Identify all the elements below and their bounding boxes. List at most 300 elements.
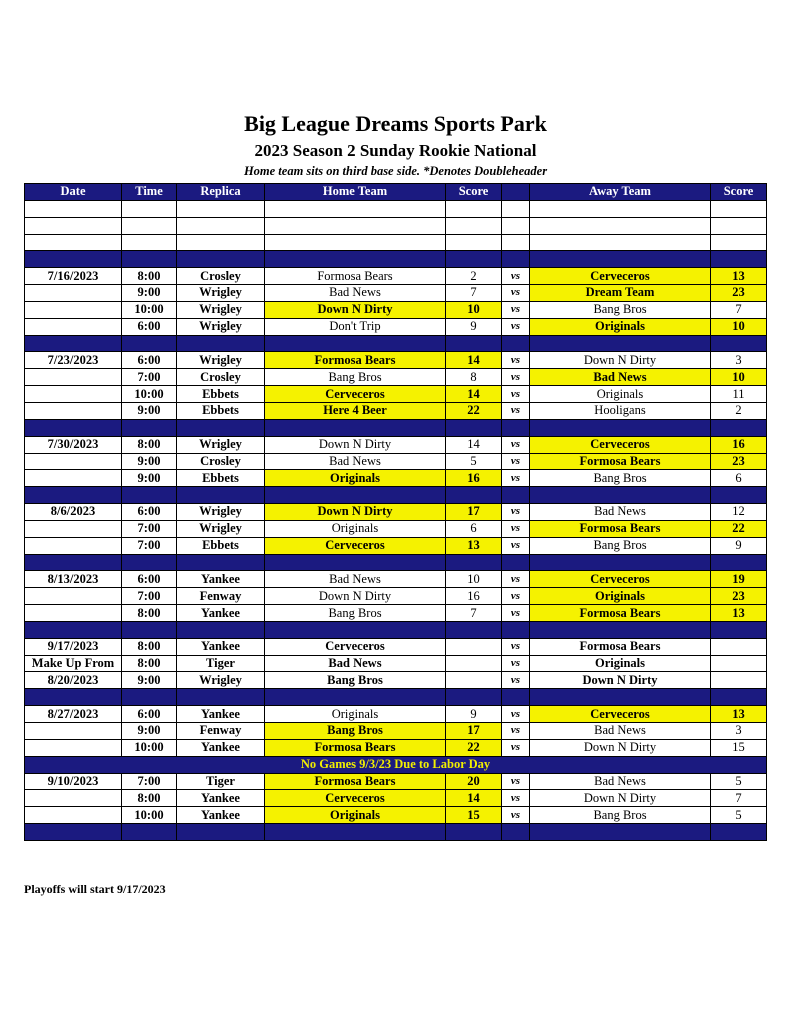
home-score-cell <box>446 672 502 689</box>
replica-cell: Ebbets <box>177 402 265 419</box>
date-cell: 8/6/2023 <box>25 504 122 521</box>
separator-cell <box>711 824 767 841</box>
empty-cell <box>25 200 122 217</box>
away-team-cell: Bad News <box>530 773 711 790</box>
date-cell <box>25 520 122 537</box>
date-cell: 8/13/2023 <box>25 571 122 588</box>
away-score-cell: 12 <box>711 504 767 521</box>
time-cell: 6:00 <box>122 318 177 335</box>
replica-cell: Crosley <box>177 369 265 386</box>
empty-cell <box>711 217 767 234</box>
home-score-cell: 5 <box>446 453 502 470</box>
vs-cell: vs <box>502 571 530 588</box>
date-cell <box>25 318 122 335</box>
replica-cell: Ebbets <box>177 470 265 487</box>
separator-cell <box>502 824 530 841</box>
header-home-score: Score <box>446 184 502 201</box>
week-separator <box>25 554 767 571</box>
game-row <box>25 301 767 318</box>
replica-cell: Ebbets <box>177 537 265 554</box>
away-score-cell: 3 <box>711 352 767 369</box>
empty-cell <box>502 234 530 251</box>
replica-cell: Yankee <box>177 790 265 807</box>
week-separator <box>25 487 767 504</box>
home-score-cell: 22 <box>446 739 502 756</box>
away-team-cell: Cerveceros <box>530 706 711 723</box>
game-row <box>25 352 767 369</box>
away-team-cell: Originals <box>530 588 711 605</box>
time-cell: 10:00 <box>122 386 177 403</box>
week-separator <box>25 824 767 841</box>
game-row <box>25 268 767 285</box>
replica-cell: Wrigley <box>177 436 265 453</box>
separator-cell <box>25 487 122 504</box>
separator-cell <box>711 554 767 571</box>
header-away-team: Away Team <box>530 184 711 201</box>
date-cell <box>25 369 122 386</box>
home-score-cell: 20 <box>446 773 502 790</box>
time-cell: 8:00 <box>122 790 177 807</box>
empty-cell <box>177 200 265 217</box>
away-team-cell: Down N Dirty <box>530 739 711 756</box>
away-team-cell: Bang Bros <box>530 470 711 487</box>
time-cell: 9:00 <box>122 402 177 419</box>
away-score-cell: 10 <box>711 318 767 335</box>
empty-cell <box>265 234 446 251</box>
game-row <box>25 588 767 605</box>
separator-cell <box>502 689 530 706</box>
game-row <box>25 739 767 756</box>
replica-cell: Yankee <box>177 739 265 756</box>
separator-cell <box>446 689 502 706</box>
separator-cell <box>122 487 177 504</box>
away-score-cell: 15 <box>711 739 767 756</box>
date-cell <box>25 723 122 740</box>
game-row <box>25 571 767 588</box>
away-score-cell: 23 <box>711 588 767 605</box>
away-team-cell: Down N Dirty <box>530 672 711 689</box>
home-score-cell: 14 <box>446 436 502 453</box>
separator-cell <box>530 554 711 571</box>
time-cell: 8:00 <box>122 436 177 453</box>
home-team-cell: Here 4 Beer <box>265 402 446 419</box>
separator-cell <box>530 621 711 638</box>
vs-cell: vs <box>502 520 530 537</box>
header-replica: Replica <box>177 184 265 201</box>
time-cell: 7:00 <box>122 537 177 554</box>
game-row <box>25 638 767 655</box>
home-team-cell: Down N Dirty <box>265 504 446 521</box>
playoffs-footer: Playoffs will start 9/17/2023 <box>24 882 166 896</box>
away-team-cell: Formosa Bears <box>530 520 711 537</box>
empty-cell <box>25 234 122 251</box>
away-score-cell: 23 <box>711 285 767 302</box>
separator-cell <box>122 251 177 268</box>
date-cell <box>25 807 122 824</box>
game-row <box>25 470 767 487</box>
away-team-cell: Originals <box>530 318 711 335</box>
separator-cell <box>177 251 265 268</box>
vs-cell: vs <box>502 773 530 790</box>
date-cell <box>25 537 122 554</box>
away-score-cell <box>711 638 767 655</box>
game-row <box>25 285 767 302</box>
separator-cell <box>25 689 122 706</box>
away-team-cell: Cerveceros <box>530 436 711 453</box>
separator-cell <box>265 335 446 352</box>
schedule-note: Home team sits on third base side. *Denotes Doubleheader <box>243 164 548 178</box>
separator-cell <box>502 251 530 268</box>
home-team-cell: Originals <box>265 470 446 487</box>
home-team-cell: Bang Bros <box>265 723 446 740</box>
separator-cell <box>265 554 446 571</box>
game-row <box>25 453 767 470</box>
vs-cell: vs <box>502 588 530 605</box>
away-team-cell: Bang Bros <box>530 537 711 554</box>
time-cell: 8:00 <box>122 655 177 672</box>
game-row <box>25 537 767 554</box>
time-cell: 9:00 <box>122 723 177 740</box>
time-cell: 9:00 <box>122 470 177 487</box>
replica-cell: Wrigley <box>177 318 265 335</box>
date-cell <box>25 605 122 622</box>
separator-cell <box>711 419 767 436</box>
home-score-cell: 15 <box>446 807 502 824</box>
vs-cell: vs <box>502 402 530 419</box>
vs-cell: vs <box>502 638 530 655</box>
vs-cell: vs <box>502 655 530 672</box>
empty-cell <box>446 200 502 217</box>
away-score-cell: 3 <box>711 723 767 740</box>
separator-cell <box>177 824 265 841</box>
home-team-cell: Cerveceros <box>265 790 446 807</box>
date-cell <box>25 470 122 487</box>
separator-cell <box>265 621 446 638</box>
vs-cell: vs <box>502 453 530 470</box>
away-team-cell: Bad News <box>530 723 711 740</box>
time-cell: 6:00 <box>122 504 177 521</box>
date-cell: 8/27/2023 <box>25 706 122 723</box>
away-score-cell: 13 <box>711 605 767 622</box>
away-score-cell: 16 <box>711 436 767 453</box>
game-row <box>25 723 767 740</box>
separator-cell <box>711 335 767 352</box>
home-team-cell: Down N Dirty <box>265 301 446 318</box>
date-cell <box>25 453 122 470</box>
separator-cell <box>502 419 530 436</box>
time-cell: 7:00 <box>122 369 177 386</box>
date-cell <box>25 739 122 756</box>
away-score-cell: 5 <box>711 807 767 824</box>
separator-cell <box>502 335 530 352</box>
empty-cell <box>265 200 446 217</box>
home-team-cell: Originals <box>265 807 446 824</box>
date-cell <box>25 285 122 302</box>
vs-cell: vs <box>502 301 530 318</box>
separator-cell <box>25 824 122 841</box>
no-games-note: No Games 9/3/23 Due to Labor Day <box>25 756 767 773</box>
game-row <box>25 436 767 453</box>
game-row <box>25 369 767 386</box>
date-cell: 7/30/2023 <box>25 436 122 453</box>
vs-cell: vs <box>502 318 530 335</box>
schedule-table <box>24 183 767 841</box>
header-date: Date <box>25 184 122 201</box>
separator-cell <box>177 621 265 638</box>
separator-cell <box>265 487 446 504</box>
away-score-cell: 11 <box>711 386 767 403</box>
away-score-cell <box>711 655 767 672</box>
separator-cell <box>530 419 711 436</box>
home-score-cell: 17 <box>446 723 502 740</box>
home-team-cell: Originals <box>265 706 446 723</box>
away-team-cell: Formosa Bears <box>530 638 711 655</box>
away-score-cell: 13 <box>711 706 767 723</box>
replica-cell: Wrigley <box>177 352 265 369</box>
replica-cell: Wrigley <box>177 301 265 318</box>
empty-cell <box>265 217 446 234</box>
vs-cell: vs <box>502 268 530 285</box>
separator-cell <box>446 335 502 352</box>
vs-cell: vs <box>502 537 530 554</box>
home-team-cell: Cerveceros <box>265 537 446 554</box>
game-row <box>25 386 767 403</box>
time-cell: 6:00 <box>122 706 177 723</box>
separator-cell <box>530 487 711 504</box>
replica-cell: Ebbets <box>177 386 265 403</box>
blank-row <box>25 234 767 251</box>
separator-cell <box>530 251 711 268</box>
away-team-cell: Formosa Bears <box>530 453 711 470</box>
home-score-cell <box>446 655 502 672</box>
game-row <box>25 706 767 723</box>
separator-cell <box>446 251 502 268</box>
separator-cell <box>122 335 177 352</box>
empty-cell <box>530 234 711 251</box>
date-cell <box>25 402 122 419</box>
date-cell: 7/23/2023 <box>25 352 122 369</box>
page-subtitle: 2023 Season 2 Sunday Rookie National <box>254 141 537 160</box>
separator-cell <box>265 689 446 706</box>
separator-cell <box>265 824 446 841</box>
date-cell <box>25 386 122 403</box>
home-team-cell: Bad News <box>265 285 446 302</box>
away-score-cell: 6 <box>711 470 767 487</box>
home-team-cell: Formosa Bears <box>265 268 446 285</box>
time-cell: 9:00 <box>122 672 177 689</box>
home-score-cell: 13 <box>446 537 502 554</box>
home-score-cell: 14 <box>446 790 502 807</box>
separator-cell <box>122 824 177 841</box>
separator-cell <box>265 251 446 268</box>
home-score-cell: 9 <box>446 706 502 723</box>
separator-cell <box>122 689 177 706</box>
separator-cell <box>711 621 767 638</box>
empty-cell <box>122 217 177 234</box>
home-score-cell: 10 <box>446 571 502 588</box>
home-score-cell: 2 <box>446 268 502 285</box>
separator-cell <box>711 251 767 268</box>
game-row <box>25 520 767 537</box>
date-cell <box>25 301 122 318</box>
home-score-cell: 6 <box>446 520 502 537</box>
home-score-cell: 22 <box>446 402 502 419</box>
replica-cell: Yankee <box>177 571 265 588</box>
away-score-cell: 10 <box>711 369 767 386</box>
no-games-row <box>25 756 767 773</box>
away-team-cell: Bad News <box>530 369 711 386</box>
replica-cell: Fenway <box>177 588 265 605</box>
home-team-cell: Bad News <box>265 453 446 470</box>
separator-cell <box>711 487 767 504</box>
empty-cell <box>446 217 502 234</box>
vs-cell: vs <box>502 436 530 453</box>
replica-cell: Crosley <box>177 268 265 285</box>
date-cell: 7/16/2023 <box>25 268 122 285</box>
date-cell: Make Up From <box>25 655 122 672</box>
blank-row <box>25 217 767 234</box>
time-cell: 6:00 <box>122 352 177 369</box>
time-cell: 7:00 <box>122 520 177 537</box>
separator-cell <box>177 689 265 706</box>
time-cell: 10:00 <box>122 739 177 756</box>
week-separator <box>25 689 767 706</box>
home-team-cell: Cerveceros <box>265 386 446 403</box>
away-team-cell: Cerveceros <box>530 571 711 588</box>
home-score-cell: 17 <box>446 504 502 521</box>
away-score-cell: 7 <box>711 790 767 807</box>
time-cell: 9:00 <box>122 453 177 470</box>
empty-cell <box>711 234 767 251</box>
away-team-cell: Bang Bros <box>530 301 711 318</box>
game-row <box>25 773 767 790</box>
separator-cell <box>446 824 502 841</box>
separator-cell <box>530 824 711 841</box>
replica-cell: Wrigley <box>177 285 265 302</box>
header-row <box>25 184 767 201</box>
date-cell <box>25 790 122 807</box>
separator-cell <box>122 419 177 436</box>
time-cell: 7:00 <box>122 588 177 605</box>
empty-cell <box>502 217 530 234</box>
home-score-cell: 16 <box>446 470 502 487</box>
separator-cell <box>25 419 122 436</box>
vs-cell: vs <box>502 790 530 807</box>
date-cell: 8/20/2023 <box>25 672 122 689</box>
away-score-cell: 9 <box>711 537 767 554</box>
home-score-cell: 9 <box>446 318 502 335</box>
separator-cell <box>122 554 177 571</box>
time-cell: 10:00 <box>122 807 177 824</box>
away-score-cell <box>711 672 767 689</box>
separator-cell <box>177 335 265 352</box>
separator-cell <box>446 487 502 504</box>
vs-cell: vs <box>502 706 530 723</box>
week-separator <box>25 419 767 436</box>
header-time: Time <box>122 184 177 201</box>
away-score-cell: 7 <box>711 301 767 318</box>
empty-cell <box>711 200 767 217</box>
away-team-cell: Originals <box>530 386 711 403</box>
page-title: Big League Dreams Sports Park <box>244 111 547 136</box>
week-separator <box>25 251 767 268</box>
replica-cell: Yankee <box>177 638 265 655</box>
separator-cell <box>502 621 530 638</box>
replica-cell: Wrigley <box>177 504 265 521</box>
home-team-cell: Bang Bros <box>265 369 446 386</box>
home-team-cell: Down N Dirty <box>265 588 446 605</box>
vs-cell: vs <box>502 807 530 824</box>
separator-cell <box>177 554 265 571</box>
away-team-cell: Cerveceros <box>530 268 711 285</box>
home-score-cell: 8 <box>446 369 502 386</box>
separator-cell <box>530 689 711 706</box>
date-cell: 9/17/2023 <box>25 638 122 655</box>
header-away-score: Score <box>711 184 767 201</box>
home-score-cell: 10 <box>446 301 502 318</box>
vs-cell: vs <box>502 470 530 487</box>
home-score-cell: 14 <box>446 352 502 369</box>
separator-cell <box>446 419 502 436</box>
vs-cell: vs <box>502 605 530 622</box>
empty-cell <box>530 217 711 234</box>
time-cell: 8:00 <box>122 268 177 285</box>
home-team-cell: Originals <box>265 520 446 537</box>
home-team-cell: Down N Dirty <box>265 436 446 453</box>
home-team-cell: Don't Trip <box>265 318 446 335</box>
separator-cell <box>177 487 265 504</box>
empty-cell <box>25 217 122 234</box>
home-score-cell <box>446 638 502 655</box>
away-score-cell: 19 <box>711 571 767 588</box>
game-row <box>25 807 767 824</box>
separator-cell <box>446 554 502 571</box>
replica-cell: Yankee <box>177 706 265 723</box>
replica-cell: Tiger <box>177 773 265 790</box>
week-separator <box>25 335 767 352</box>
vs-cell: vs <box>502 504 530 521</box>
date-cell <box>25 588 122 605</box>
vs-cell: vs <box>502 386 530 403</box>
blank-row <box>25 200 767 217</box>
separator-cell <box>25 335 122 352</box>
vs-cell: vs <box>502 739 530 756</box>
away-team-cell: Formosa Bears <box>530 605 711 622</box>
home-team-cell: Cerveceros <box>265 638 446 655</box>
replica-cell: Tiger <box>177 655 265 672</box>
game-row <box>25 655 767 672</box>
empty-cell <box>530 200 711 217</box>
away-score-cell: 23 <box>711 453 767 470</box>
time-cell: 10:00 <box>122 301 177 318</box>
replica-cell: Yankee <box>177 807 265 824</box>
home-score-cell: 7 <box>446 605 502 622</box>
separator-cell <box>122 621 177 638</box>
separator-cell <box>446 621 502 638</box>
separator-cell <box>25 251 122 268</box>
header-home-team: Home Team <box>265 184 446 201</box>
replica-cell: Crosley <box>177 453 265 470</box>
away-team-cell: Down N Dirty <box>530 352 711 369</box>
vs-cell: vs <box>502 369 530 386</box>
vs-cell: vs <box>502 352 530 369</box>
time-cell: 8:00 <box>122 638 177 655</box>
header-vs <box>502 184 530 201</box>
home-score-cell: 7 <box>446 285 502 302</box>
date-cell: 9/10/2023 <box>25 773 122 790</box>
home-team-cell: Bad News <box>265 655 446 672</box>
game-row <box>25 504 767 521</box>
